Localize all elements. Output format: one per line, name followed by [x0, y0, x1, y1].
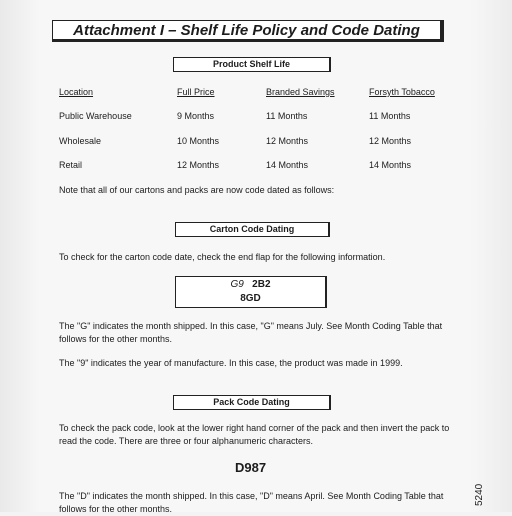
table-cell: 9 Months — [177, 111, 215, 121]
pack-intro: To check the pack code, look at the lower right hand corner of the pack and then invert the pack to read the code. There are three or four alphanumeric characters. — [59, 423, 450, 446]
column-header-location: Location — [59, 87, 94, 97]
page-title: Attachment I – Shelf Life Policy and Code Dating — [52, 20, 444, 42]
product-shelf-life-heading: Product Shelf Life — [173, 57, 331, 72]
column-header-full-price: Full Price — [177, 87, 215, 97]
column-header-forsyth-tobacco: Forsyth Tobacco — [369, 87, 435, 97]
carton-code-part-b: 2B2 — [252, 279, 271, 290]
table-cell: 12 Months — [369, 136, 412, 146]
table-cell: Public Warehouse — [59, 111, 132, 121]
carton-code-line2: 8GD — [240, 293, 261, 304]
pack-code: D987 — [235, 460, 267, 475]
table-cell: 14 Months — [369, 160, 412, 170]
table-cell: 11 Months — [369, 111, 411, 121]
pack-code-dating-heading: Pack Code Dating — [173, 395, 331, 410]
table-cell: 10 Months — [177, 136, 220, 146]
coding-note: Note that all of our cartons and packs are now code dated as follows: — [59, 185, 335, 195]
carton-code-dating-heading: Carton Code Dating — [175, 222, 330, 237]
column-header-branded-savings: Branded Savings — [266, 87, 335, 97]
table-cell: 14 Months — [266, 160, 309, 170]
table-cell: 12 Months — [177, 160, 220, 170]
table-cell: 11 Months — [266, 111, 308, 121]
carton-intro: To check for the carton code date, check the end flap for the following information. — [59, 252, 386, 262]
carton-month-paragraph: The "G" indicates the month shipped. In this case, "G" means July. See Month Coding Table that follows for the other months. — [59, 321, 443, 344]
table-cell: Retail — [59, 160, 83, 170]
carton-code-line1 — [176, 279, 325, 290]
carton-code-box — [175, 276, 327, 308]
table-cell: Wholesale — [59, 136, 102, 146]
carton-year-paragraph: The "9" indicates the year of manufacture. In this case, the product was made in 1999. — [59, 358, 403, 368]
page-side-number: 5240 — [474, 483, 485, 506]
pack-month-paragraph: The "D" indicates the month shipped. In this case, "D" means April. See Month Coding Table that follows for the other months. — [59, 491, 444, 514]
carton-code-part-a: G9 — [230, 279, 244, 290]
table-cell: 12 Months — [266, 136, 309, 146]
